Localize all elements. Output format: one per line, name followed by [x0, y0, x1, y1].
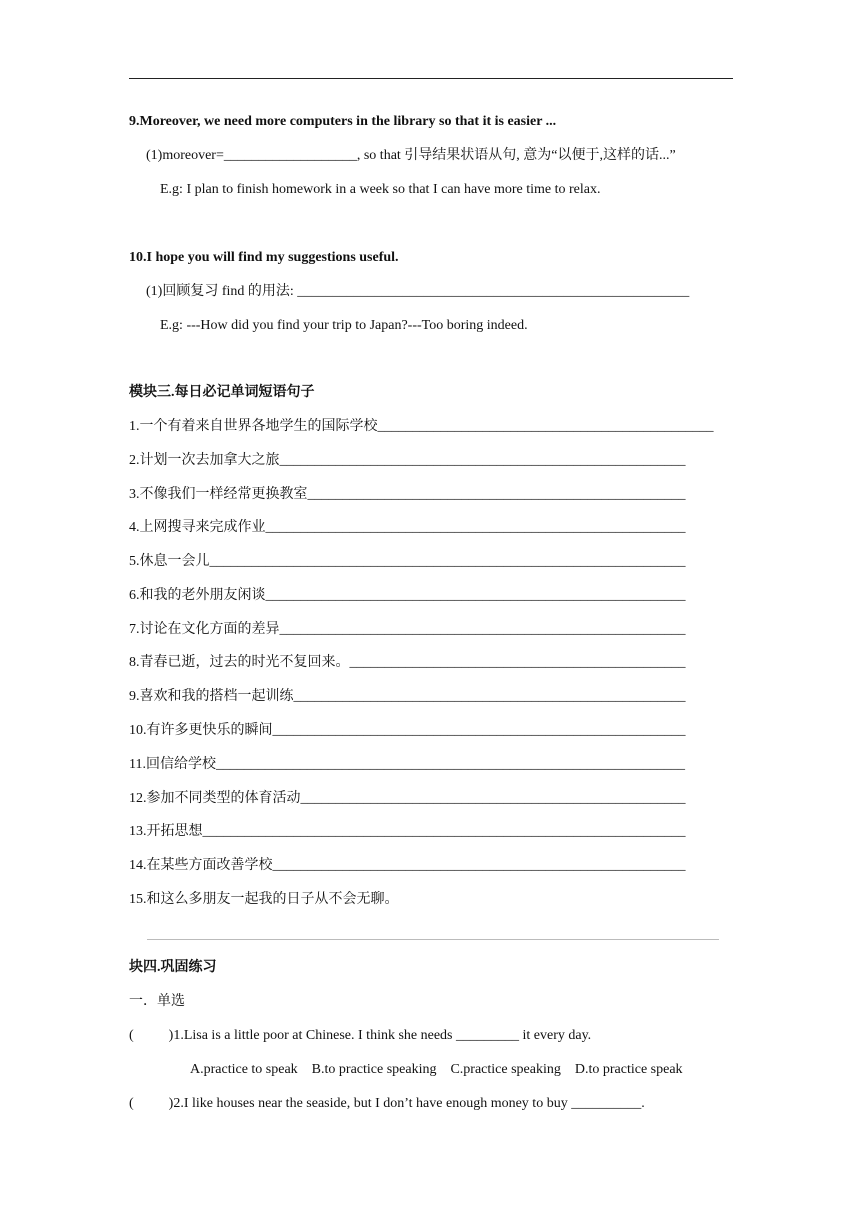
section-10-line-1: (1)回顾复习 find 的用法: ________________________________________________________ [146, 284, 690, 299]
module-3-item: 3.不像我们一样经常更换教室______________________________________________________ [129, 487, 686, 502]
section-9-example: E.g: I plan to finish homework in a week so that I can have more time to relax. [160, 182, 601, 197]
module-3-item: 14.在某些方面改善学校___________________________________________________________ [129, 858, 686, 873]
module-3-item: 9.喜欢和我的搭档一起训练________________________________________________________ [129, 689, 686, 704]
module-3-item: 10.有许多更快乐的瞬间___________________________________________________________ [129, 723, 686, 738]
section-9-line-1: (1)moreover=___________________, so that 引导结果状语从句, 意为“以便于,这样的话...” [146, 148, 676, 163]
module-3-item: 11.回信给学校___________________________________________________________________ [129, 757, 685, 772]
module-3-item: 12.参加不同类型的体育活动_______________________________________________________ [129, 791, 686, 806]
module-4-heading: 块四.巩固练习 [129, 960, 217, 975]
header-rule [129, 78, 733, 79]
question-1-options: A.practice to speak B.to practice speaking C.practice speaking D.to practice speak [190, 1062, 683, 1077]
module-3-item: 4.上网搜寻来完成作业____________________________________________________________ [129, 520, 686, 535]
question-1: ( )1.Lisa is a little poor at Chinese. I think she needs _________ it every day. [129, 1028, 592, 1043]
module-3-item: 2.计划一次去加拿大之旅__________________________________________________________ [129, 453, 686, 468]
section-10-heading: 10.I hope you will find my suggestions useful. [129, 250, 399, 265]
module-4-subheading: 一．单选 [129, 994, 185, 1009]
module-3-item: 7.讨论在文化方面的差异__________________________________________________________ [129, 622, 686, 637]
module-3-item: 13.开拓思想_____________________________________________________________________ [129, 824, 686, 839]
module-3-item: 6.和我的老外朋友闲谈____________________________________________________________ [129, 588, 686, 603]
module-3-heading: 模块三.每日必记单词短语句子 [129, 385, 315, 400]
module-3-item: 15.和这么多朋友一起我的日子从不会无聊。 [129, 892, 399, 907]
module-3-item: 5.休息一会儿____________________________________________________________________ [129, 554, 686, 569]
section-9-heading: 9.Moreover, we need more computers in the library so that it is easier ... [129, 114, 557, 129]
section-10-example: E.g: ---How did you find your trip to Japan?---Too boring indeed. [160, 318, 528, 333]
section-divider [147, 939, 719, 940]
module-3-item: 1.一个有着来自世界各地学生的国际学校________________________________________________ [129, 419, 714, 434]
module-3-item: 8.青春已逝，过去的时光不复回来。________________________________________________ [129, 655, 686, 670]
question-2: ( )2.I like houses near the seaside, but I don’t have enough money to buy __________. [129, 1096, 645, 1111]
